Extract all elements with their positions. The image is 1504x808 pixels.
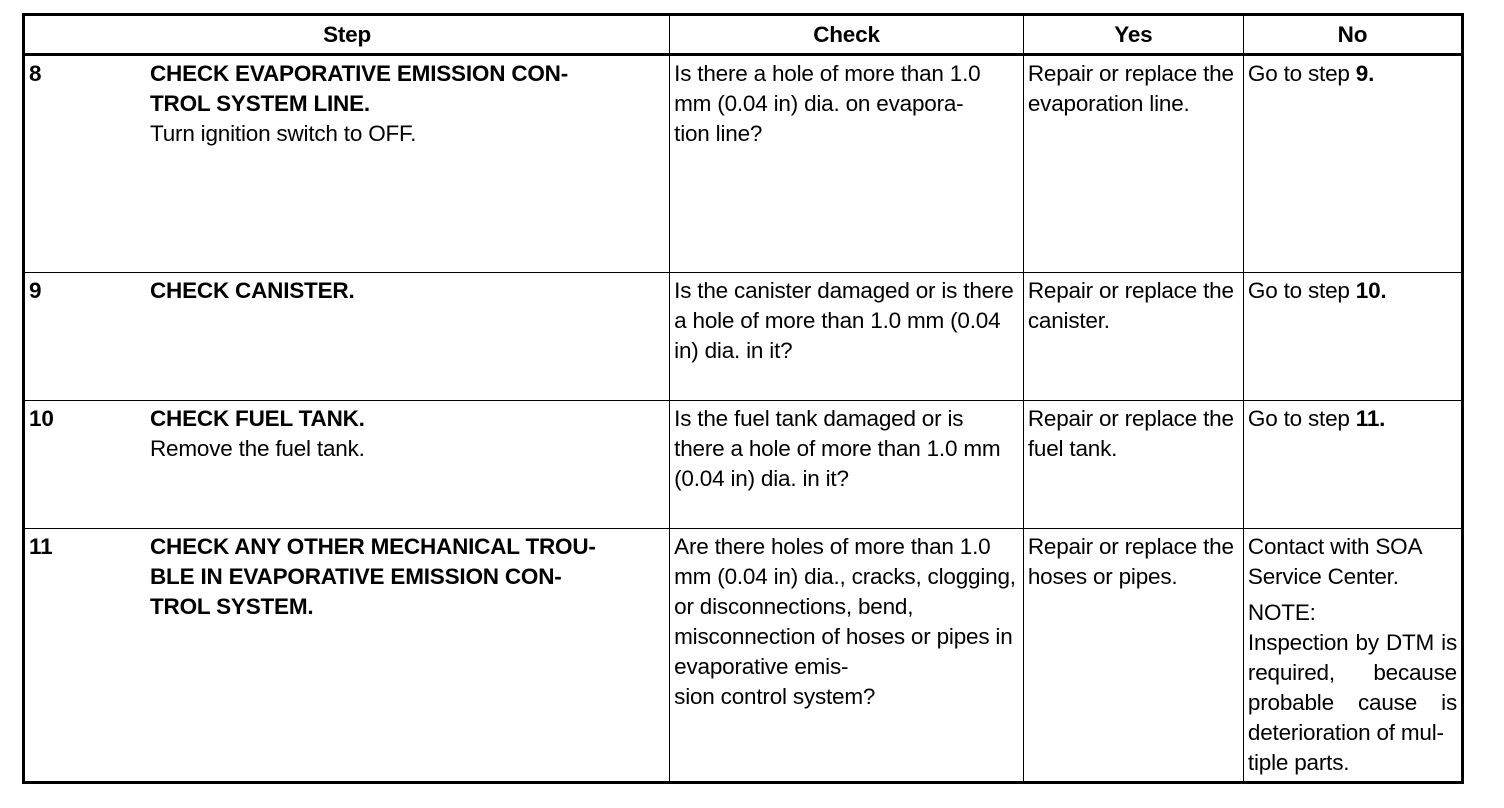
no-prefix: Go to step bbox=[1247, 61, 1356, 86]
yes-cell bbox=[1023, 273, 1243, 401]
table-row bbox=[24, 55, 1463, 273]
no-step-ref: 11. bbox=[1355, 406, 1386, 431]
check-text: Are there holes of more than 1.0 mm (0.04 in) dia., cracks, clogging, or disconnections, bend, misconnection of hoses or pipes in evaporative emis- sion control system? bbox=[674, 534, 1016, 709]
step-cell bbox=[24, 529, 670, 783]
step-title: CHECK ANY OTHER MECHANICAL TROU- BLE IN EVAPORATIVE EMISSION CON- TROL SYSTEM. bbox=[150, 534, 596, 619]
table-row bbox=[24, 529, 1463, 783]
header-row bbox=[24, 15, 1463, 55]
step-title: CHECK FUEL TANK. bbox=[150, 406, 365, 431]
check-text: Is the fuel tank damaged or is there a hole of more than 1.0 mm (0.04 in) dia. in it? bbox=[674, 406, 1001, 491]
diagnostic-table bbox=[22, 13, 1464, 784]
no-prefix: Go to step bbox=[1247, 406, 1356, 431]
check-text: Is the canister damaged or is there a hole of more than 1.0 mm (0.04 in) dia. in it? bbox=[674, 278, 1014, 363]
table-row bbox=[24, 273, 1463, 401]
note-label: NOTE: bbox=[1247, 600, 1316, 625]
yes-text: Repair or replace the hoses or pipes. bbox=[1027, 534, 1234, 589]
yes-cell bbox=[1023, 401, 1243, 529]
yes-text: Repair or replace the fuel tank. bbox=[1027, 406, 1234, 461]
check-cell bbox=[670, 401, 1024, 529]
check-cell bbox=[670, 529, 1024, 783]
note-text: Inspection by DTM is required, because probable cause is deterioration of mul- tiple parts. bbox=[1247, 630, 1457, 775]
no-cell bbox=[1243, 55, 1462, 273]
no-cell bbox=[1243, 529, 1462, 783]
no-step-ref: 10. bbox=[1355, 278, 1387, 303]
step-cell bbox=[24, 55, 670, 273]
yes-text: Repair or replace the canister. bbox=[1027, 278, 1234, 333]
step-number: 10 bbox=[29, 406, 54, 431]
step-cell bbox=[24, 401, 670, 529]
step-title: CHECK CANISTER. bbox=[150, 278, 355, 303]
step-number: 11 bbox=[29, 534, 53, 559]
check-cell bbox=[670, 55, 1024, 273]
yes-cell bbox=[1023, 529, 1243, 783]
step-number: 8 bbox=[29, 61, 42, 86]
header-yes: Yes bbox=[1023, 15, 1243, 55]
table-row bbox=[24, 401, 1463, 529]
check-text: Is there a hole of more than 1.0 mm (0.04 in) dia. on evapora- tion line? bbox=[674, 61, 981, 146]
header-step: Step bbox=[24, 15, 670, 55]
step-cell bbox=[24, 273, 670, 401]
step-number: 9 bbox=[29, 278, 42, 303]
no-cell bbox=[1243, 401, 1462, 529]
step-instruction: Remove the fuel tank. bbox=[150, 436, 365, 461]
no-cell bbox=[1243, 273, 1462, 401]
header-check: Check bbox=[670, 15, 1024, 55]
yes-cell bbox=[1023, 55, 1243, 273]
step-instruction: Turn ignition switch to OFF. bbox=[150, 121, 417, 146]
no-text: Contact with SOA Service Center. bbox=[1247, 534, 1422, 589]
header-no: No bbox=[1243, 15, 1462, 55]
no-step-ref: 9. bbox=[1355, 61, 1375, 86]
yes-text: Repair or replace the evaporation line. bbox=[1027, 61, 1234, 116]
check-cell bbox=[670, 273, 1024, 401]
no-prefix: Go to step bbox=[1247, 278, 1356, 303]
step-title: CHECK EVAPORATIVE EMISSION CON- TROL SYSTEM LINE. bbox=[150, 61, 569, 116]
